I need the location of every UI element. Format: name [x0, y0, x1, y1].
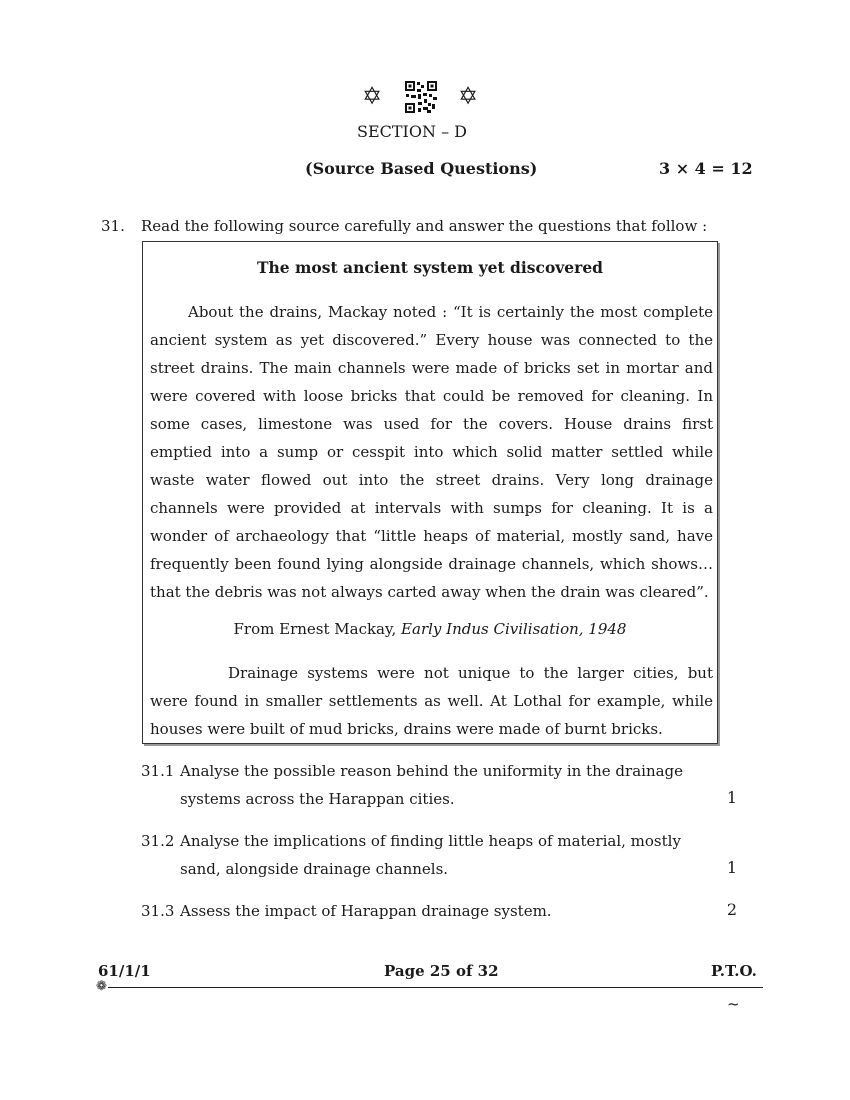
paper-code: 61/1/1	[98, 962, 151, 980]
subquestion-text-line: sand, alongside drainage channels.	[180, 860, 449, 878]
subquestion-number: 31.3	[141, 902, 175, 920]
footer-tilde: ~	[727, 995, 740, 1013]
subquestion-marks: 1	[726, 858, 737, 877]
page-number: Page 25 of 32	[384, 962, 499, 980]
question-instruction: Read the following source carefully and answer the questions that follow :	[141, 217, 708, 235]
section-marks-total: 3 × 4 = 12	[659, 159, 753, 178]
question-number: 31.	[101, 217, 125, 235]
section-subtitle: (Source Based Questions)	[305, 159, 538, 178]
source-box	[142, 241, 718, 744]
subquestion-text-line: Analyse the implications of finding little heaps of material, mostly	[180, 832, 681, 850]
source-paragraph-1: About the drains, Mackay noted : “It is certainly the most complete ancient system as yet discovered.” Every house was connected to the street drains. The main channels were made of bricks set in mortar and were covered with loose bricks that could be removed for cleaning. In some cases, limestone was used for the covers. House drains first emptied into a sump or cesspit into which solid matter settled while waste water flowed out into the street drains. Very long drainage channels were provided at intervals with sumps for cleaning. It is a wonder of archaeology that “little heaps of material, mostly sand, have frequently been found lying alongside drainage channels, which shows… that the debris was not always carted away when the drain was cleared”.	[150, 303, 713, 601]
subquestion-marks: 1	[726, 788, 737, 807]
star-left-icon: ✡	[362, 82, 383, 110]
star-right-icon: ✡	[458, 82, 479, 110]
subquestion-number: 31.2	[141, 832, 175, 850]
subquestion-text-line: systems across the Harappan cities.	[180, 790, 455, 808]
footer-divider	[108, 987, 763, 988]
footer-symbol-icon: ❁	[96, 979, 107, 994]
section-title: SECTION – D	[357, 122, 467, 141]
source-citation	[143, 620, 717, 638]
source-heading: The most ancient system yet discovered	[256, 258, 604, 277]
source-paragraph-2: Drainage systems were not unique to the larger cities, but were found in smaller settlements as well. At Lothal for example, while houses were built of mud bricks, drains were made of burnt bricks.	[150, 664, 713, 738]
citation-author: From Ernest Mackay,	[233, 620, 397, 638]
subquestion-text-line: Analyse the possible reason behind the uniformity in the drainage	[180, 762, 684, 780]
subquestion-marks: 2	[726, 900, 737, 919]
citation-work: Early Indus Civilisation, 1948	[401, 620, 627, 638]
subquestion-number: 31.1	[141, 762, 175, 780]
subquestion-text-line: Assess the impact of Harappan drainage system.	[180, 902, 552, 920]
qr-code-icon	[404, 80, 438, 114]
pto-label: P.T.O.	[711, 962, 757, 980]
